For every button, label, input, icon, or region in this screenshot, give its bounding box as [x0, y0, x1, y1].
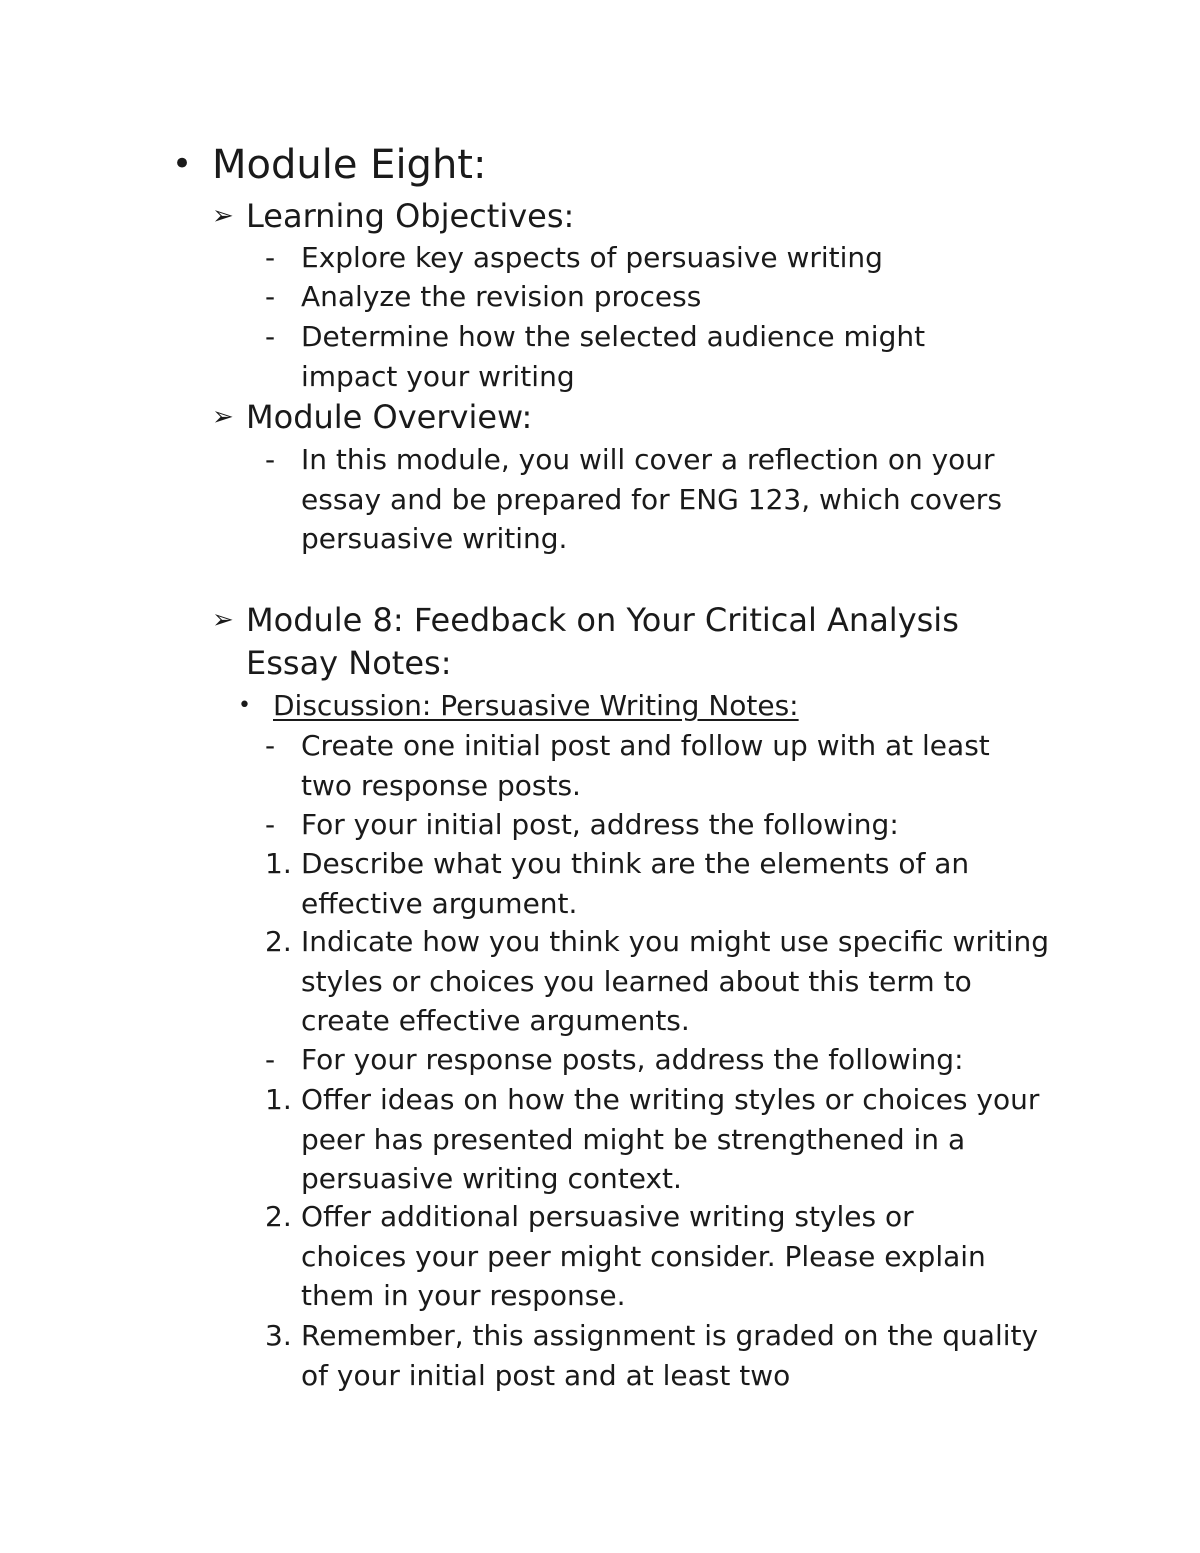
- feedback-heading-line1: Module 8: Feedback on Your Critical Analysis: [246, 601, 959, 639]
- discussion-item: For your initial post, address the following:: [301, 808, 899, 841]
- list-number: 1.: [265, 847, 292, 880]
- discussion-item: For your response posts, address the following:: [301, 1043, 964, 1076]
- response-post-item: Offer additional persuasive writing styles or choices your peer might consider. Please explain them in your response.: [301, 1200, 986, 1312]
- list-number: 2.: [265, 1200, 292, 1233]
- overview-item: In this module, you will cover a reflection on your essay and be prepared for ENG 123, which covers persuasive writing.: [301, 443, 1002, 555]
- arrow-bullet-icon: ➢: [212, 402, 234, 432]
- arrow-bullet-icon: ➢: [212, 201, 234, 231]
- feedback-heading-line2: Essay Notes:: [246, 644, 452, 682]
- dash-marker: -: [265, 729, 276, 762]
- dash-marker: -: [265, 1043, 276, 1076]
- list-number: 3.: [265, 1319, 292, 1352]
- module-overview-heading: Module Overview:: [246, 398, 533, 436]
- objective-item: Determine how the selected audience might impact your writing: [301, 320, 926, 393]
- dash-marker: -: [265, 280, 276, 313]
- dash-marker: -: [265, 241, 276, 274]
- list-number: 2.: [265, 925, 292, 958]
- dash-marker: -: [265, 320, 276, 353]
- bullet-icon: •: [172, 144, 193, 184]
- dash-marker: -: [265, 443, 276, 476]
- response-post-item: Offer ideas on how the writing styles or choices your peer has presented might be strengthened in a persuasive writing context.: [301, 1083, 1040, 1195]
- objective-item: Explore key aspects of persuasive writing: [301, 241, 883, 274]
- initial-post-item: Describe what you think are the elements of an effective argument.: [301, 847, 970, 920]
- discussion-item: Create one initial post and follow up with at least two response posts.: [301, 729, 990, 802]
- bullet-icon: •: [238, 693, 251, 718]
- module-title: Module Eight:: [212, 142, 487, 188]
- arrow-bullet-icon: ➢: [212, 605, 234, 635]
- learning-objectives-heading: Learning Objectives:: [246, 197, 575, 235]
- list-number: 1.: [265, 1083, 292, 1116]
- response-post-item: Remember, this assignment is graded on the quality of your initial post and at least two: [301, 1319, 1039, 1392]
- discussion-heading: Discussion: Persuasive Writing Notes:: [273, 689, 799, 722]
- objective-item: Analyze the revision process: [301, 280, 702, 313]
- dash-marker: -: [265, 808, 276, 841]
- initial-post-item: Indicate how you think you might use specific writing styles or choices you learned about this term to create effective arguments.: [301, 925, 1050, 1037]
